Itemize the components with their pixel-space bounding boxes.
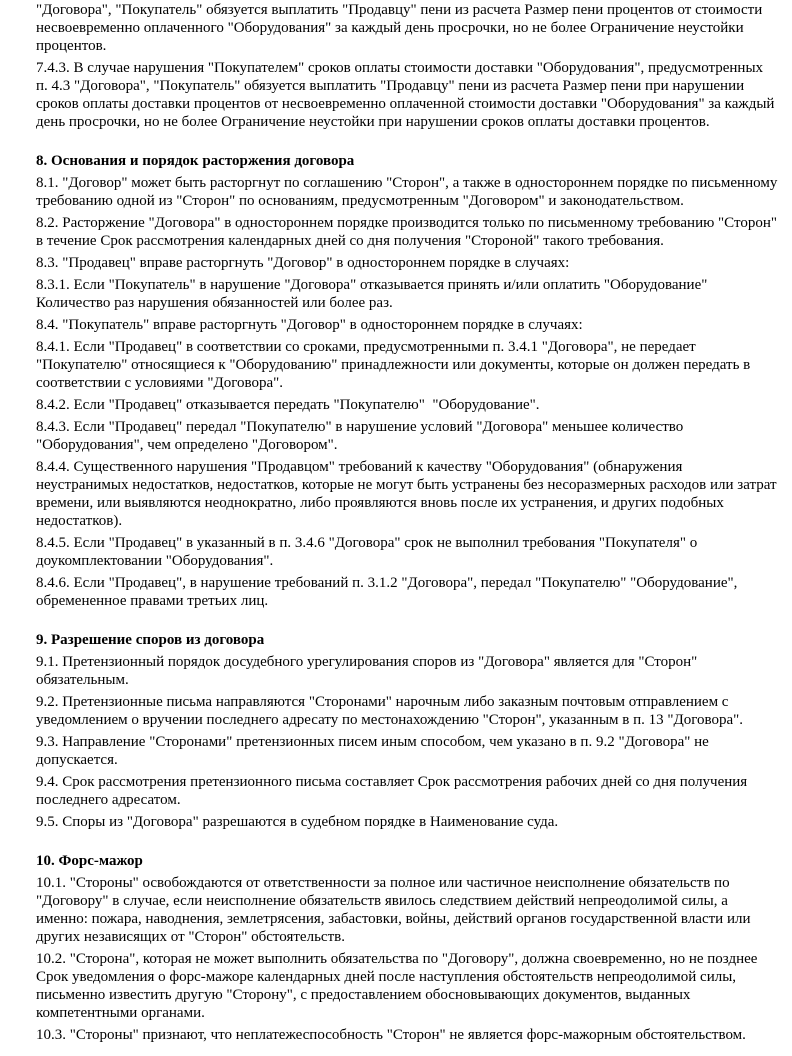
paragraph-8-4-6: 8.4.6. Если "Продавец", в нарушение требований п. 3.1.2 "Договора", передал "Покупателю" "Оборудование", обремененное правами третьих лиц. bbox=[36, 575, 742, 609]
paragraph-8-2: 8.2. Расторжение "Договора" в одностороннем порядке производится только по письменному требованию "Сторон" в течение Срок рассмотрения календарных дней со дня получения "Стороной" такого требования. bbox=[36, 215, 781, 249]
paragraph-9-4: 9.4. Срок рассмотрения претензионного письма составляет Срок рассмотрения рабочих дней со дня получения последнего адресатом. bbox=[36, 774, 751, 808]
paragraph-9-2: 9.2. Претензионные письма направляются "Сторонами" нарочным либо заказным почтовым отправлением с уведомлением о вручении последнего адресату по местонахождению "Сторон", указанным в п. 13 "Договора". bbox=[36, 694, 744, 728]
paragraph-8-4-1: 8.4.1. Если "Продавец" в соответствии со сроками, предусмотренными п. 3.4.1 "Договора", не передает "Покупателю" относящиеся к "Оборудованию" принадлежности или документы, которые он должен передать в соответствии с условиями "Договора". bbox=[36, 339, 755, 391]
paragraph-8-4-2: 8.4.2. Если "Продавец" отказывается передать "Покупателю" "Оборудование". bbox=[36, 397, 540, 413]
section-heading-9: 9. Разрешение споров из договора bbox=[36, 632, 265, 648]
paragraph-10-1: 10.1. "Стороны" освобождаются от ответственности за полное или частичное неисполнение обязательств по "Договору" в случае, если неисполнение обязательств явилось следствием действий непреодолимой силы, а именно: пожара, наводнения, землетрясения, забастовки, войны, действий органов государственной власти или других независящих от "Сторон" обстоятельств. bbox=[36, 875, 755, 945]
paragraph-8-4: 8.4. "Покупатель" вправе расторгнуть "Договор" в одностороннем порядке в случаях: bbox=[36, 317, 583, 333]
paragraph-8-1: 8.1. "Договор" может быть расторгнут по соглашению "Сторон", а также в одностороннем порядке по письменному требованию одной из "Сторон" по основаниям, предусмотренным "Договором" и законодательством. bbox=[36, 175, 782, 209]
paragraph-9-3: 9.3. Направление "Сторонами" претензионных писем иным способом, чем указано в п. 9.2 "Договора" не допускается. bbox=[36, 734, 713, 768]
paragraph-8-3: 8.3. "Продавец" вправе расторгнуть "Договор" в одностороннем порядке в случаях: bbox=[36, 255, 570, 271]
paragraph-10-3: 10.3. "Стороны" признают, что неплатежеспособность "Сторон" не является форс-мажорным обстоятельством. bbox=[36, 1027, 746, 1043]
paragraph-10-2: 10.2. "Сторона", которая не может выполнить обязательства по "Договору", должна своевременно, но не позднее Срок уведомления о форс-мажоре календарных дней после наступления обстоятельств непреодолимой силы, письменно известить другую "Сторону", с предоставлением обосновывающих документов, выданных компетентными органами. bbox=[36, 951, 762, 1021]
paragraph-7-4-3: 7.4.3. В случае нарушения "Покупателем" сроков оплаты стоимости доставки "Оборудования", предусмотренных п. 4.3 "Договора", "Покупатель" обязуется выплатить "Продавцу" пени из расчета Размер пени при нарушении сроков оплаты доставки процентов от несвоевременно оплаченной стоимости доставки "Оборудования" за каждый день просрочки, но не более Ограничение неустойки при нарушении сроков оплаты доставки процентов. bbox=[36, 60, 779, 130]
section-heading-8: 8. Основания и порядок расторжения договора bbox=[36, 153, 355, 169]
paragraph-8-4-3: 8.4.3. Если "Продавец" передал "Покупателю" в нарушение условий "Договора" меньшее количество "Оборудования", чем определено "Договором". bbox=[36, 419, 688, 453]
paragraph-8-4-4: 8.4.4. Существенного нарушения "Продавцом" требований к качеству "Оборудования" (обнаружения неустранимых недостатков, недостатков, которые не могут быть устранены без несоразмерных расходов или затрат времени, или выявляются неоднократно, либо проявляются вновь после их устранения, и других подобных недостатков). bbox=[36, 459, 781, 529]
section-heading-10: 10. Форс-мажор bbox=[36, 853, 143, 869]
paragraph-8-4-5: 8.4.5. Если "Продавец" в указанный в п. 3.4.6 "Договора" срок не выполнил требования "Покупателя" о доукомплектовании "Оборудования". bbox=[36, 535, 701, 569]
paragraph-9-5: 9.5. Споры из "Договора" разрешаются в судебном порядке в Наименование суда. bbox=[36, 814, 559, 830]
paragraph-7-4-2-continuation: "Договора", "Покупатель" обязуется выплатить "Продавцу" пени из расчета Размер пени процентов от стоимости несвоевременно оплаченного "Оборудования" за каждый день просрочки, но не более Ограничение неустойки процентов. bbox=[36, 2, 766, 54]
paragraph-8-3-1: 8.3.1. Если "Покупатель" в нарушение "Договора" отказывается принять и/или оплатить "Оборудование" Количество раз нарушения обязанностей или более раз. bbox=[36, 277, 712, 311]
paragraph-9-1: 9.1. Претензионный порядок досудебного урегулирования споров из "Договора" является для "Сторон" обязательным. bbox=[36, 654, 702, 688]
